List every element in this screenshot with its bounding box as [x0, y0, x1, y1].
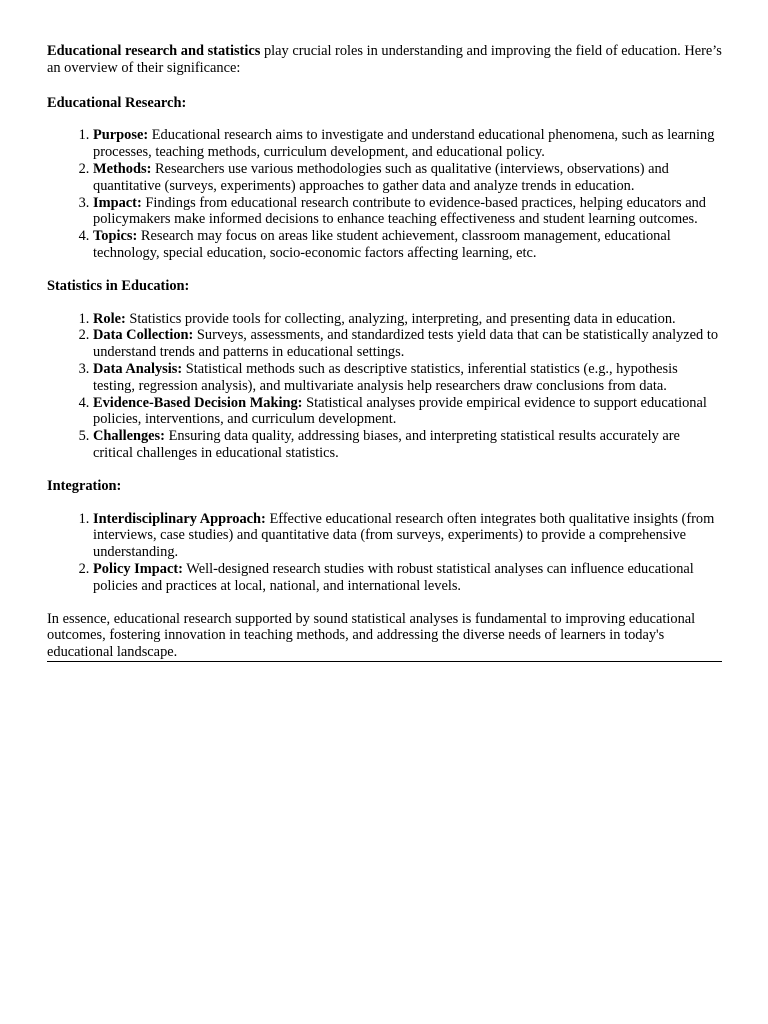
section-heading-integration: Integration:: [47, 477, 122, 494]
list-item-text: Well-designed research studies with robust statistical analyses can influence educational policies and practices at local, national, and international levels.: [93, 560, 694, 594]
section-heading-educational-research: Educational Research:: [47, 94, 187, 111]
list-item-text: Statistical analyses provide empirical evidence to support educational policies, interventions, and curriculum development.: [93, 394, 707, 428]
list-item: [93, 311, 723, 328]
list-item: [93, 561, 723, 595]
intro-paragraph: [47, 43, 723, 77]
list-item: [93, 361, 723, 395]
list-item: [93, 395, 723, 429]
document-body: [47, 43, 723, 662]
list-item-text: Ensuring data quality, addressing biases, and interpreting statistical results accurately are critical challenges in educational statistics.: [93, 428, 680, 461]
list-item-text: Effective educational research often integrates both qualitative insights (from interviews, case studies) and quantitative data (from surveys, experiments) to provide a comprehensive understanding.: [93, 510, 715, 561]
list-item-text: Educational research aims to investigate and understand educational phenomena, such as learning processes, teaching methods, curriculum development, and educational policy.: [93, 127, 715, 161]
list-item-text: Findings from educational research contribute to evidence-based practices, helping educators and policymakers make informed decisions to enhance teaching effectiveness and student learning outcomes.: [93, 194, 706, 228]
list-item: [93, 127, 723, 161]
list-item-term: Evidence-Based Decision Making:: [93, 394, 303, 411]
list-item-term: Purpose:: [93, 127, 149, 144]
list-item-term: Data Collection:: [93, 327, 194, 344]
list-item: [93, 327, 723, 361]
list-item-term: Data Analysis:: [93, 360, 183, 377]
closing-paragraph: In essence, educational research supported by sound statistical analyses is fundamental to improving educational outcomes, fostering innovation in teaching methods, and addressing the diverse needs of learners in today's educational landscape.: [47, 611, 722, 662]
educational-research-list: [47, 127, 723, 261]
list-item-term: Methods:: [93, 160, 152, 177]
list-item-term: Topics:: [93, 228, 138, 245]
list-item-text: Statistics provide tools for collecting, analyzing, interpreting, and presenting data in education.: [125, 310, 676, 327]
list-item-text: Researchers use various methodologies such as qualitative (interviews, observations) and quantitative (surveys, experiments) approaches to gather data and analyze trends in education.: [93, 160, 669, 194]
list-item-text: Statistical methods such as descriptive statistics, inferential statistics (e.g., hypothesis testing, regression analysis), and multivariate analysis help researchers draw conclusions from data.: [93, 360, 678, 394]
list-item: [93, 428, 723, 462]
list-item-term: Interdisciplinary Approach:: [93, 510, 266, 527]
list-item-term: Policy Impact:: [93, 560, 183, 577]
section-heading-statistics-in-education: Statistics in Education:: [47, 277, 190, 294]
list-item-term: Role:: [93, 310, 126, 327]
list-item-term: Impact:: [93, 194, 142, 211]
list-item: [93, 511, 723, 561]
list-item: [93, 228, 723, 262]
list-item-text: Research may focus on areas like student achievement, classroom management, educational technology, special education, socio-economic factors affecting learning, etc.: [93, 228, 671, 261]
intro-bold-text: Educational research and statistics: [47, 43, 261, 59]
list-item: [93, 161, 723, 195]
list-item-term: Challenges:: [93, 428, 165, 445]
integration-list: [47, 511, 723, 595]
statistics-in-education-list: [47, 311, 723, 462]
intro-text: play crucial roles in understanding and improving the field of education. Here’s an overview of their significance:: [47, 43, 722, 76]
list-item-text: Surveys, assessments, and standardized tests yield data that can be statistically analyzed to understand trends and patterns in educational settings.: [93, 327, 719, 361]
list-item: [93, 195, 723, 229]
